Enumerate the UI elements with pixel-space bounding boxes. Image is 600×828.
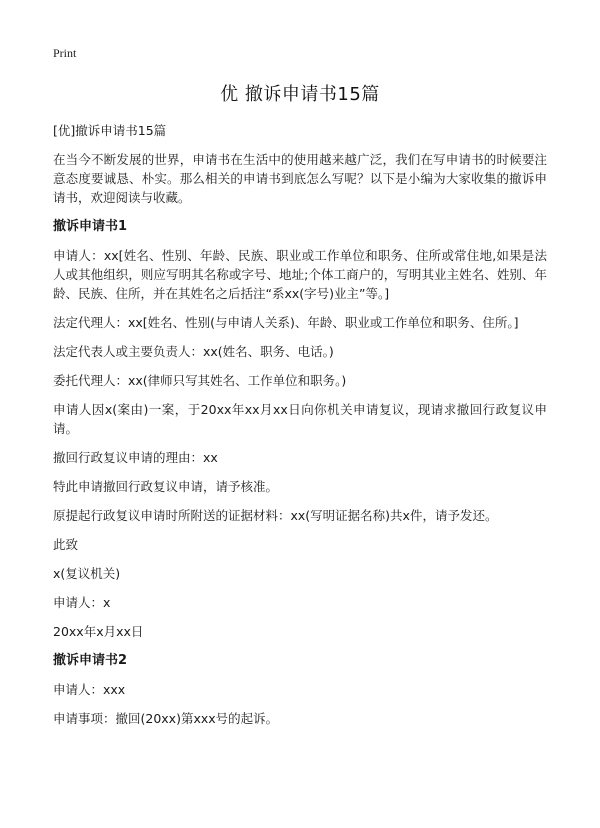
intro-paragraph: 在当今不断发展的世界，申请书在生活中的使用越来越广泛，我们在写申请书的时候要注意态度要诚恳、朴实。那么相关的申请书到底怎么写呢？以下是小编为大家收集的撤诉申请书，欢迎阅读与收藏。: [53, 152, 547, 205]
approval-request-paragraph: 特此申请撤回行政复议申请，请予核准。: [53, 479, 279, 494]
section-2-heading: 撤诉申请书2: [53, 653, 128, 668]
legal-representative-paragraph: 法定代表人或主要负责人：xx(姓名、职务、电话。): [53, 344, 334, 359]
signature-line: 申请人：x: [53, 595, 111, 610]
section-1-heading: 撤诉申请书1: [53, 219, 128, 234]
case-paragraph: 申请人因x(案由)一案，于20xx年xx月xx日向你机关申请复议，现请求撤回行政复议申请。: [53, 402, 547, 436]
document-body: [53, 121, 547, 738]
entrusted-agent-paragraph: 委托代理人：xx(律师只写其姓名、工作单位和职务。): [53, 373, 347, 388]
recipient-line: x(复议机关): [53, 566, 121, 581]
section-2-applicant: 申请人：xxx: [53, 682, 126, 697]
legal-agent-paragraph: 法定代理人：xx[姓名、性别(与申请人关系)、年龄、职业或工作单位和职务、住所。]: [53, 315, 519, 330]
document-subtitle: [优]撤诉申请书15篇: [53, 123, 167, 138]
date-line: 20xx年x月xx日: [53, 624, 144, 639]
withdraw-reason-paragraph: 撤回行政复议申请的理由：xx: [53, 450, 218, 465]
section-2-request: 申请事项：撤回(20xx)第xxx号的起诉。: [53, 711, 279, 726]
applicant-paragraph: 申请人：xx[姓名、性别、年龄、民族、职业或工作单位和职务、住所或常住地,如果是法人或其他组织，则应写明其名称或字号、地址;个体工商户的，写明其业主姓名、姓别、年龄、民族、住所，并在其姓名之后括注“系xx(字号)业主”等。]: [53, 248, 547, 301]
evidence-paragraph: 原提起行政复议申请时所附送的证据材料：xx(写明证据名称)共x件，请予发还。: [53, 508, 498, 523]
document-title: 优 撤诉申请书15篇: [220, 84, 380, 105]
print-link[interactable]: Print: [53, 46, 77, 60]
salutation-line: 此致: [53, 537, 79, 552]
